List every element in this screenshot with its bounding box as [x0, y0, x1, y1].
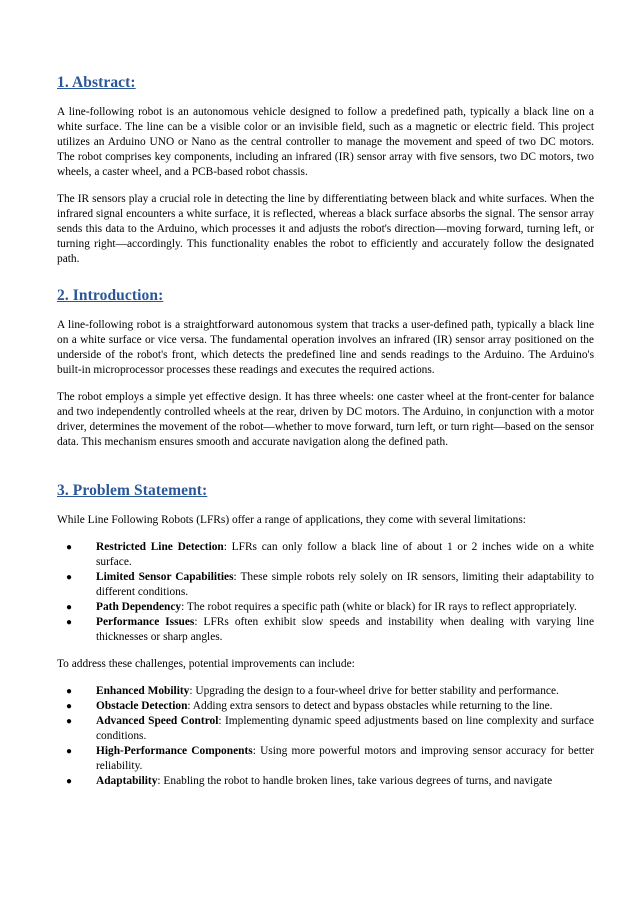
list-item-term: Performance Issues — [96, 616, 195, 628]
bullet-icon: ● — [66, 617, 73, 628]
introduction-heading: 2. Introduction: — [57, 287, 164, 304]
list-item — [66, 699, 594, 714]
list-item-term: Enhanced Mobility — [96, 685, 190, 697]
improvements-intro: To address these challenges, potential improvements can include: — [57, 658, 355, 670]
list-item-term: Path Dependency — [96, 601, 182, 613]
bullet-icon: ● — [66, 686, 73, 697]
list-item-text: : Enabling the robot to handle broken lines, take various degrees of turns, and navigate — [157, 775, 553, 787]
list-item-text: : Adding extra sensors to detect and bypass obstacles while returning to the line. — [187, 700, 553, 712]
bullet-icon: ● — [66, 572, 73, 583]
list-item-text: : Upgrading the design to a four-wheel drive for better stability and performance. — [189, 685, 559, 697]
list-item-term: Limited Sensor Capabilities — [96, 571, 234, 583]
introduction-paragraph-2: The robot employs a simple yet effective design. It has three wheels: one caster wheel at the front-center for balance and two independently controlled wheels at the rear, driven by DC motors. The Arduino, in conjunction with a motor driver, determines the movement of the robot—whether to move forward, turn left, or turn right—based on the sensor data. This mechanism ensures smooth and accurate navigation along the defined path. — [57, 391, 594, 448]
list-item-term: Restricted Line Detection — [96, 541, 224, 553]
list-item — [66, 684, 594, 699]
list-item — [66, 615, 594, 645]
abstract-heading: 1. Abstract: — [57, 74, 136, 91]
bullet-icon: ● — [66, 542, 73, 553]
list-item-text: : LFRs often exhibit slow speeds and instability when dealing with varying line thicknesses or sharp angles. — [96, 616, 594, 643]
bullet-icon: ● — [66, 716, 73, 727]
list-item-term: Advanced Speed Control — [96, 715, 219, 727]
problem-statement-intro: While Line Following Robots (LFRs) offer a range of applications, they come with several limitations: — [57, 514, 526, 526]
list-item-text: : These simple robots rely solely on IR sensors, limiting their adaptability to different conditions. — [96, 571, 594, 598]
list-item-term: Obstacle Detection — [96, 700, 188, 712]
limitations-list — [57, 540, 594, 645]
list-item — [66, 540, 594, 570]
list-item — [66, 714, 594, 744]
list-item-term: High-Performance Components — [96, 745, 253, 757]
list-item-text: : Implementing dynamic speed adjustments based on line complexity and surface conditions. — [96, 715, 594, 742]
list-item — [66, 774, 594, 789]
list-item-term: Adaptability — [96, 775, 158, 787]
bullet-icon: ● — [66, 746, 73, 757]
list-item-text: : The robot requires a specific path (white or black) for IR rays to reflect appropriately. — [181, 601, 577, 613]
list-item — [66, 570, 594, 600]
abstract-paragraph-2: The IR sensors play a crucial role in detecting the line by differentiating between black and white surfaces. When the infrared signal encounters a white surface, it is reflected, whereas a black surface absorbs the signal. The sensor array sends this data to the Arduino, which processes it and adjusts the robot's direction—moving forward, turning left, or turning right—accordingly. This functionality enables the robot to efficiently and accurately follow the designated path. — [57, 193, 594, 265]
list-item — [66, 744, 594, 774]
list-item-text: : Using more powerful motors and improving sensor accuracy for better reliability. — [96, 745, 594, 772]
abstract-paragraph-1: A line-following robot is an autonomous vehicle designed to follow a predefined path, typically a black line on a white surface. The line can be a visible color or an invisible field, such as a magnetic or electric field. This project utilizes an Arduino UNO or Nano as the central controller to manage the movement and speed of two DC motors. The robot comprises key components, including an infrared (IR) sensor array with five sensors, two DC motors, two wheels, a caster wheel, and a PCB-based robot chassis. — [57, 106, 594, 178]
bullet-icon: ● — [66, 701, 73, 712]
bullet-icon: ● — [66, 776, 73, 787]
bullet-icon: ● — [66, 602, 73, 613]
problem-statement-heading: 3. Problem Statement: — [57, 482, 208, 499]
improvements-list — [57, 684, 594, 789]
introduction-paragraph-1: A line-following robot is a straightforward autonomous system that tracks a user-defined path, typically a black line on a white surface or vice versa. The fundamental operation involves an infrared (IR) sensor array positioned on the underside of the robot's front, which detects the predefined line and sends readings to the Arduino. The Arduino's built-in microprocessor processes these readings and executes the required actions. — [57, 319, 594, 376]
list-item-text: : LFRs can only follow a black line of about 1 or 2 inches wide on a white surface. — [96, 541, 594, 568]
list-item — [66, 600, 594, 615]
document-page — [57, 62, 594, 789]
